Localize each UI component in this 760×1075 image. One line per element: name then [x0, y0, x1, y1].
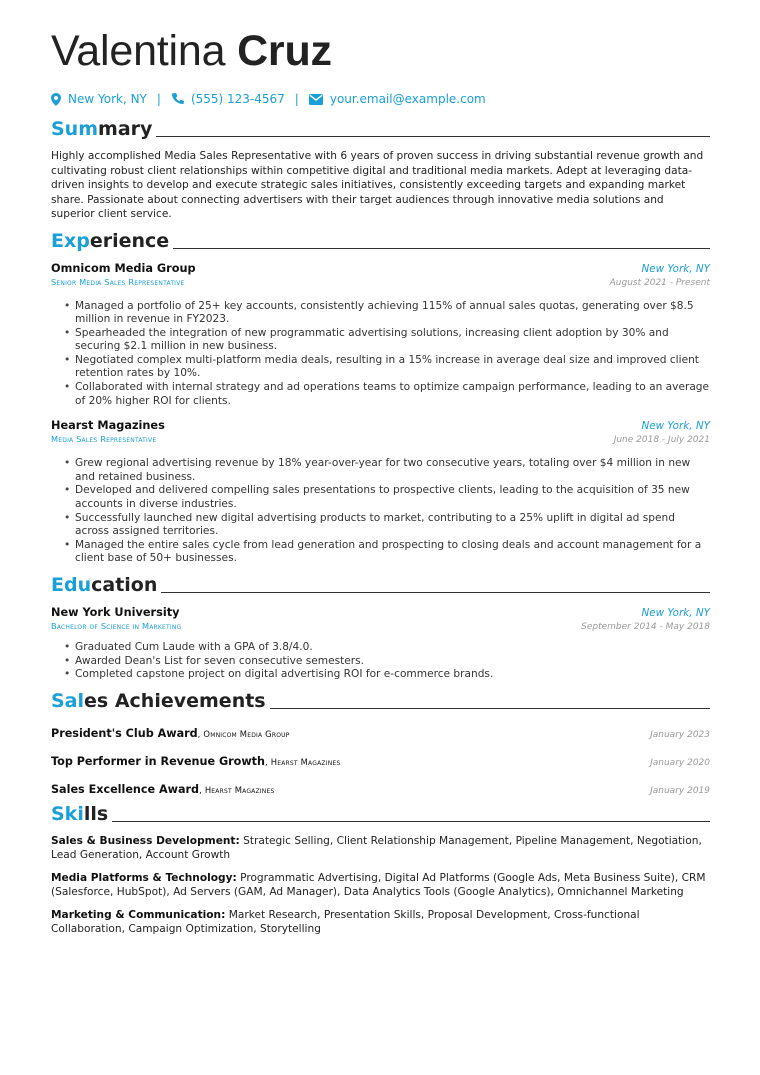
- employer-name: Hearst Magazines: [51, 419, 165, 433]
- skill-label: Marketing & Communication:: [51, 908, 226, 921]
- skill-list: Strategic Selling, Client Relationship Management, Pipeline Management, Negotiation, Lead Generation, Account Growth: [51, 834, 702, 862]
- section-title: Summary: [51, 118, 153, 140]
- list-item: • Awarded Dean's List for seven consecutive semesters.: [64, 655, 710, 669]
- section-title: Education: [51, 574, 158, 596]
- map-marker-icon: [51, 93, 61, 106]
- list-item: • Graduated Cum Laude with a GPA of 3.8/4.0.: [64, 641, 710, 655]
- achievement-row: Top Performer in Revenue Growth, Hearst Magazines January 2020: [51, 754, 710, 768]
- list-item: • Managed the entire sales cycle from lead generation and prospecting to closing deals and account management for a client base of 50+ businesses.: [64, 539, 710, 566]
- list-item: • Developed and delivered compelling sales presentations to prospective clients, leading to the acquisition of 35 new accounts in diverse industries.: [64, 484, 710, 511]
- section-title: Experience: [51, 229, 170, 252]
- summary-heading: [51, 118, 710, 140]
- employer-name: Omnicom Media Group: [51, 261, 196, 275]
- summary-text: Highly accomplished Media Sales Representative with 6 years of proven success in driving substantial revenue growth and cultivating robust client relationships within competitive digital and traditional media markets. Adept at leveraging data-driven insights to develop and execute strategic sales initiatives, consistently exceeding targets and expanding market share. Passionate about connecting advertisers with their target audiences through innovative media solutions and superior client service.: [51, 150, 704, 220]
- school-name: New York University: [51, 606, 180, 619]
- award-org: Hearst Magazines: [204, 784, 275, 795]
- education-heading: [51, 574, 710, 596]
- list-item: • Managed a portfolio of 25+ key accounts, consistently achieving 115% of annual sales quotas, generating over $8.5 million in revenue in FY2023.: [64, 300, 710, 327]
- job-title: Media Sales Representative: [51, 434, 157, 445]
- experience-entry: [51, 419, 710, 566]
- contact-email[interactable]: [309, 92, 486, 106]
- job-title: Senior Media Sales Representative: [51, 276, 185, 287]
- candidate-name: [51, 28, 710, 74]
- award-date: January 2020: [650, 757, 710, 768]
- contact-separator: |: [294, 92, 299, 106]
- job-bullets: [51, 300, 710, 409]
- job-dates: August 2021 - Present: [609, 277, 710, 288]
- award-org: Hearst Magazines: [270, 756, 341, 767]
- job-dates: June 2018 - July 2021: [613, 435, 710, 446]
- first-name: Valentina: [51, 27, 226, 75]
- experience-heading: [51, 230, 710, 252]
- award-title: Sales Excellence Award: [51, 782, 200, 796]
- list-item: • Collaborated with internal strategy and ad operations teams to optimize campaign performance, leading to an average of 20% higher ROI for clients.: [64, 381, 710, 408]
- list-item: • Spearheaded the integration of new programmatic advertising solutions, increasing client adoption by 30% and securing $2.1 million in new business.: [64, 327, 710, 354]
- skill-group: [51, 834, 710, 863]
- section-rule: [270, 708, 710, 709]
- skill-group: [51, 908, 710, 937]
- award-org: Omnicom Media Group: [203, 728, 290, 739]
- list-item: • Completed capstone project on digital advertising ROI for e-commerce brands.: [64, 668, 710, 682]
- section-rule: [156, 136, 710, 137]
- education-dates: September 2014 - May 2018: [581, 622, 710, 632]
- list-item: • Successfully launched new digital advertising products to market, contributing to a 25% uplift in digital ad spend across assigned territories.: [64, 512, 710, 539]
- location-text: New York, NY: [68, 92, 147, 106]
- award-title: President's Club Award: [51, 726, 198, 740]
- achievements-list: [51, 722, 710, 797]
- award-date: January 2019: [650, 785, 710, 796]
- job-location: New York, NY: [641, 262, 710, 275]
- education-bullets: [51, 641, 710, 682]
- achievement-row: President's Club Award, Omnicom Media Group January 2023: [51, 726, 710, 740]
- section-title: Sales Achievements: [51, 689, 266, 712]
- contact-phone[interactable]: [171, 92, 285, 106]
- list-item: • Grew regional advertising revenue by 18% year-over-year for two consecutive years, totaling over $4 million in new and retained business.: [64, 457, 710, 484]
- email-text: your.email@example.com: [329, 92, 486, 106]
- experience-entry: [51, 262, 710, 409]
- phone-icon: [171, 93, 184, 106]
- section-rule: [161, 592, 710, 593]
- section-rule: [173, 248, 710, 249]
- section-title: Skills: [51, 802, 109, 825]
- skill-label: Sales & Business Development:: [51, 834, 240, 847]
- envelope-icon: [309, 94, 323, 105]
- skills-heading: [51, 803, 710, 825]
- school-location: New York, NY: [641, 607, 710, 619]
- achievements-heading: [51, 690, 710, 712]
- job-location: New York, NY: [641, 420, 710, 433]
- contact-separator: |: [156, 92, 161, 106]
- degree-title: Bachelor of Science in Marketing: [51, 621, 182, 631]
- award-date: January 2023: [650, 729, 710, 740]
- achievement-row: Sales Excellence Award, Hearst Magazines January 2019: [51, 782, 710, 796]
- phone-text: (555) 123-4567: [190, 92, 285, 106]
- award-title: Top Performer in Revenue Growth: [51, 754, 265, 768]
- section-rule: [112, 821, 710, 822]
- last-name: Cruz: [237, 27, 332, 75]
- skill-list: Market Research, Presentation Skills, Proposal Development, Cross-functional Collaboration, Campaign Optimization, Storytelling: [51, 908, 640, 936]
- education-entry: [51, 606, 710, 682]
- job-bullets: [51, 457, 710, 566]
- skill-list: Programmatic Advertising, Digital Ad Platforms (Google Ads, Meta Business Suite), CRM (Salesforce, HubSpot), Ad Servers (GAM, Ad Manager), Data Analytics Tools (Google Analytics), Omnichannel Marketing: [51, 871, 706, 899]
- skill-label: Media Platforms & Technology:: [51, 871, 237, 884]
- contact-bar: [51, 92, 710, 106]
- contact-location: [51, 92, 147, 106]
- skill-group: [51, 871, 710, 900]
- list-item: • Negotiated complex multi-platform media deals, resulting in a 15% increase in average deal size and improved client retention rates by 10%.: [64, 354, 710, 381]
